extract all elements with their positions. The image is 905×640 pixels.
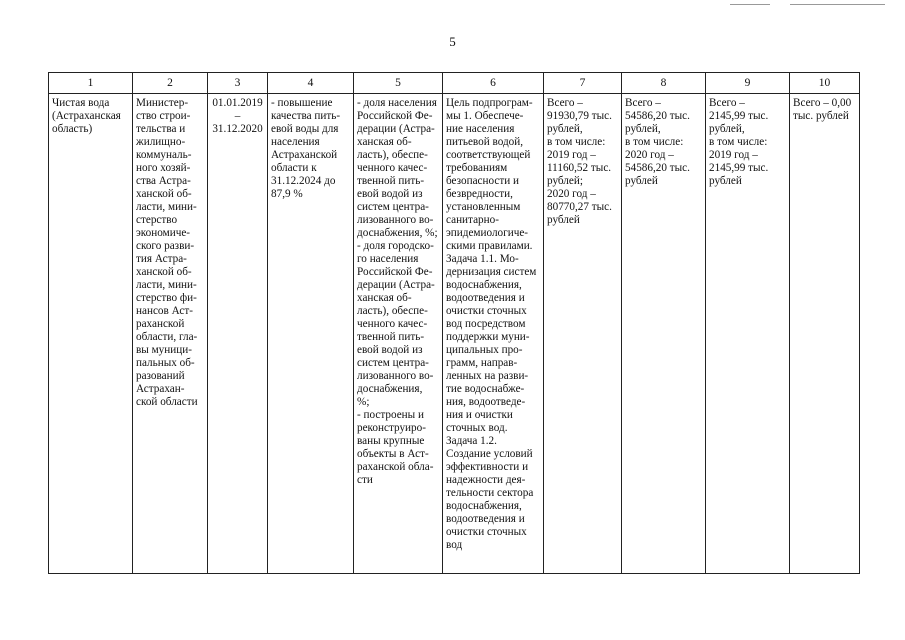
cell-text-line: Чистая вода [52,97,110,109]
cell-text-line: тельства и [136,123,186,135]
cell-text-line: объекты в Аст- [357,448,429,460]
cell-text-line: тия Астра- [136,253,187,265]
funding-total-cell [544,94,622,574]
cell-text-line: - построены и [357,409,424,421]
cell-text-line: очистки сточных [446,305,527,317]
cell-text-line: твенной пить- [357,331,425,343]
cell-text-line: установленным [446,201,521,213]
cell-text-line: рублей [625,175,658,187]
cell-text-line: рублей; [547,175,583,187]
cell-text-line: ние населения [446,123,515,135]
program-table [48,72,860,574]
cell-text-line: качества пить- [271,110,341,122]
column-number: 7 [544,73,622,94]
cell-text-line: реконструиро- [357,422,426,434]
expected-results-cell [268,94,354,574]
cell-text-line: эффективности и [446,461,529,473]
cell-text-line: - повышение [271,97,333,109]
column-number: 2 [133,73,208,94]
cell-text-line: стерство фи- [136,292,197,304]
cell-text-line: дернизация систем [446,266,537,278]
column-number: 4 [268,73,354,94]
column-number: 8 [622,73,706,94]
cell-text-line: сточных вод. [446,422,508,434]
cell-text-line: 31.12.2020 [212,123,263,135]
cell-text-line: ханской об- [136,188,192,200]
cell-text-line: надежности дея- [446,474,526,486]
goals-tasks-cell [443,94,544,574]
cell-text-line: ханской об- [136,266,192,278]
column-number: 3 [208,73,268,94]
cell-text-line: ласть), обеспе- [357,149,428,161]
cell-text-line: лизованного во- [357,370,434,382]
page-number: 5 [449,34,456,49]
cell-text-line: 80770,27 тыс. [547,201,612,213]
cell-text-line: 01.01.2019 [212,97,263,109]
cell-text-line: - доля населения [357,97,437,109]
indicators-cell [354,94,443,574]
cell-text-line: доснабжения, %; [357,227,438,239]
cell-text-line: ципальных про- [446,344,523,356]
cell-text-line: Российской Фе- [357,266,433,278]
cell-text-line: раханской обла- [357,461,434,473]
column-number: 1 [49,73,133,94]
cell-text-line: области к [271,162,317,174]
column-number: 6 [443,73,544,94]
cell-text-line: Цель подпрограм- [446,97,533,109]
cell-text-line: ченного качес- [357,162,428,174]
cell-text-line: нансов Аст- [136,305,193,317]
cell-text-line: ласти, мини- [136,201,197,213]
cell-text-line: 54586,20 тыс. [625,162,690,174]
cell-text-line: водоснабжения, [446,279,522,291]
cell-text-line: очистки сточных [446,526,527,538]
cell-text-line: экономиче- [136,227,191,239]
cell-text-line: раханской [136,318,185,330]
cell-text-line: безвредности, [446,188,513,200]
table-row [49,94,860,574]
cell-text-line: ского разви- [136,240,195,252]
cell-text-line: мы 1. Обеспече- [446,110,524,122]
cell-text-line: го населения [357,253,419,265]
scan-artifact-line [790,4,885,5]
cell-text-line: %; [357,396,370,408]
cell-text-line: Создание условий [446,448,533,460]
scan-artifact-line [730,4,770,5]
cell-text-line: вод посредством [446,318,526,330]
cell-text-line: дерации (Астра- [357,279,435,291]
cell-text-line: 2020 год – [625,149,674,161]
subprogram-name-cell [49,94,133,574]
cell-text-line: требованиям [446,162,508,174]
cell-text-line: разований [136,370,185,382]
cell-text-line: твенной пить- [357,175,425,187]
cell-text-line: ханская об- [357,136,412,148]
cell-text-line: водоотведения и [446,292,525,304]
cell-text-line: ния и очистки [446,409,513,421]
cell-text-line: поддержки муни- [446,331,530,343]
cell-text-line: Всего – [709,97,745,109]
cell-text-line: 31.12.2024 до [271,175,336,187]
cell-text-line: ченного качес- [357,318,428,330]
cell-text-line: тие водоснабже- [446,383,525,395]
cell-text-line: ласть), обеспе- [357,305,428,317]
cell-text-line: коммуналь- [136,149,192,161]
column-number: 9 [706,73,790,94]
cell-text-line: - доля городско- [357,240,434,252]
cell-text-line: 2145,99 тыс. [709,162,769,174]
cell-text-line: 2019 год – [547,149,596,161]
cell-text-line: лизованного во- [357,214,434,226]
cell-text-line: безопасности и [446,175,519,187]
cell-text-line: ния, водоотведе- [446,396,526,408]
cell-text-line: населения [271,136,320,148]
cell-text-line: Задача 1.1. Мо- [446,253,519,265]
cell-text-line: ской области [136,396,198,408]
table-header-row [49,73,860,94]
column-number: 10 [790,73,860,94]
cell-text-line: в том числе: [709,136,768,148]
cell-text-line: 2020 год – [547,188,596,200]
cell-text-line: евой воды для [271,123,339,135]
cell-text-line: вод [446,539,463,551]
cell-text-line: сти [357,474,373,486]
cell-text-line: ного хозяй- [136,162,191,174]
cell-text-line: 87,9 % [271,188,303,200]
cell-text-line: 54586,20 тыс. [625,110,690,122]
cell-text-line: ство строи- [136,110,191,122]
cell-text-line: систем центра- [357,357,429,369]
funding-local-cell [790,94,860,574]
cell-text-line: (Астраханская [52,110,121,122]
cell-text-line: ваны крупные [357,435,425,447]
cell-text-line: пальных об- [136,357,195,369]
implementation-period-cell [208,94,268,574]
cell-text-line: дерации (Астра- [357,123,435,135]
cell-text-line: рублей, [625,123,661,135]
cell-text-line: Астрахан- [136,383,185,395]
cell-text-line: Астраханской [271,149,338,161]
cell-text-line: Всего – 0,00 [793,97,852,109]
cell-text-line: питьевой водой, [446,136,524,148]
cell-text-line: рублей [547,214,580,226]
cell-text-line: область) [52,123,93,135]
cell-text-line: 91930,79 тыс. [547,110,612,122]
cell-text-line: грамм, направ- [446,357,518,369]
cell-text-line: 2019 год – [709,149,758,161]
cell-text-line: скими правилами. [446,240,533,252]
cell-text-line: ханская об- [357,292,412,304]
cell-text-line: – [234,110,241,122]
cell-text-line: евой водой из [357,344,423,356]
cell-text-line: водоотведения и [446,513,525,525]
cell-text-line: тельности сектора [446,487,534,499]
cell-text-line: Задача 1.2. [446,435,497,447]
responsible-executors-cell [133,94,208,574]
cell-text-line: систем центра- [357,201,429,213]
cell-text-line: Всего – [547,97,583,109]
cell-text-line: евой водой из [357,188,423,200]
cell-text-line: стерство [136,214,178,226]
column-number: 5 [354,73,443,94]
cell-text-line: 11160,52 тыс. [547,162,612,174]
funding-regional-cell [706,94,790,574]
cell-text-line: рублей, [547,123,583,135]
cell-text-line: жилищно- [136,136,186,148]
cell-text-line: 2145,99 тыс. [709,110,769,122]
cell-text-line: ласти, мини- [136,279,197,291]
cell-text-line: рублей [709,175,742,187]
cell-text-line: водоснабжения, [446,500,522,512]
cell-text-line: санитарно- [446,214,499,226]
cell-text-line: доснабжения, [357,383,423,395]
cell-text-line: ленных на разви- [446,370,529,382]
cell-text-line: в том числе: [625,136,684,148]
funding-federal-cell [622,94,706,574]
cell-text-line: ства Астра- [136,175,191,187]
cell-text-line: Министер- [136,97,189,109]
cell-text-line: рублей, [709,123,745,135]
cell-text-line: Всего – [625,97,661,109]
cell-text-line: в том числе: [547,136,606,148]
cell-text-line: вы муници- [136,344,192,356]
cell-text-line: области, гла- [136,331,198,343]
cell-text-line: Российской Фе- [357,110,433,122]
cell-text-line: соответствующей [446,149,531,161]
cell-text-line: эпидемиологиче- [446,227,529,239]
cell-text-line: тыс. рублей [793,110,849,122]
